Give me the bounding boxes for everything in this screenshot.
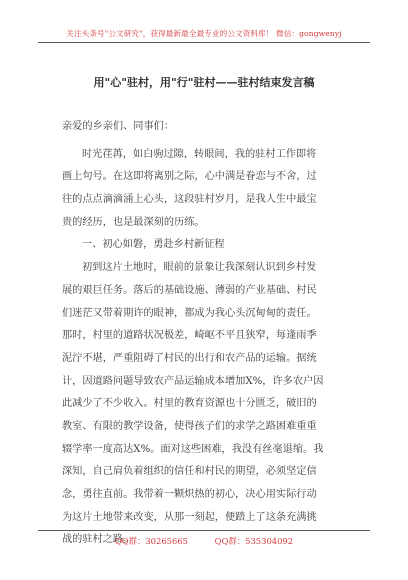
- document-title: 用"心"驻村，用"行"驻村——驻村结束发言稿: [93, 76, 315, 89]
- paragraph-line: 时光荏苒，如白驹过隙，转眼间，我的驻村工作即将: [82, 148, 317, 160]
- salutation: 亲爱的乡亲们、同事们：: [62, 121, 175, 132]
- paragraph-line: 那时，村里的道路状况极差，崎岖不平且狭窄，每逢雨季: [62, 330, 317, 342]
- paragraph-line: 辍学率一度高达X%。面对这些困难，我没有丝毫退缩。我: [62, 443, 324, 455]
- paragraph-line: 此减少了不少收入。村里的教育资源也十分匮乏，破旧的: [62, 398, 317, 410]
- paragraph-line: 教室、有限的教学设备，使得孩子们的求学之路困难重重: [62, 420, 317, 432]
- paragraph-line: 为这片土地带来改变，从那一刻起，便踏上了这条充满挑: [62, 511, 317, 523]
- qq-group-2: QQ群：535304092: [214, 536, 294, 546]
- paragraph-line: 初到这片土地时，眼前的景象让我深刻认识到乡村发: [82, 262, 317, 274]
- paragraph-line: 们迷茫又带着期许的眼神，都成为我心头沉甸甸的责任。: [62, 307, 317, 319]
- header-divider: [38, 42, 370, 43]
- paragraph-line: 贵的经历，也是最深刻的历练。: [62, 216, 205, 228]
- paragraph-line: 计，因道路问题导致农产品运输成本增加X%，许多农户因: [62, 375, 324, 387]
- paragraph-line: 往的点点滴滴涌上心头，这段驻村岁月，是我人生中最宝: [62, 194, 317, 206]
- paragraph-line: 画上句号。在这即将离别之际，心中满是眷恋与不舍，过: [62, 171, 317, 183]
- section-heading: 一、初心如磐，勇赴乡村新征程: [82, 239, 225, 251]
- paragraph-line: 泥泞不堪，严重阻碍了村民的出行和农产品的运输。据统: [62, 352, 317, 364]
- footer-contacts: [38, 535, 370, 547]
- paragraph-line: 展的艰巨任务。落后的基础设施、薄弱的产业基础、村民: [62, 284, 317, 296]
- document-body: [62, 116, 352, 552]
- paragraph-line: 深知，自己肩负着组织的信任和村民的期望，必须坚定信: [62, 466, 317, 478]
- footer-divider: [38, 530, 370, 531]
- qq-group-1: QQ群：30265665: [114, 536, 188, 546]
- paragraph-line: 战的驻村之路。: [62, 534, 134, 546]
- header-promo: 关注头条号"公文研究"，获得最新最全最专业的公文资料库！ 微信：gongwenyj: [66, 29, 342, 38]
- paragraph-line: 念，勇往直前。我带着一颗炽热的初心，决心用实际行动: [62, 489, 317, 500]
